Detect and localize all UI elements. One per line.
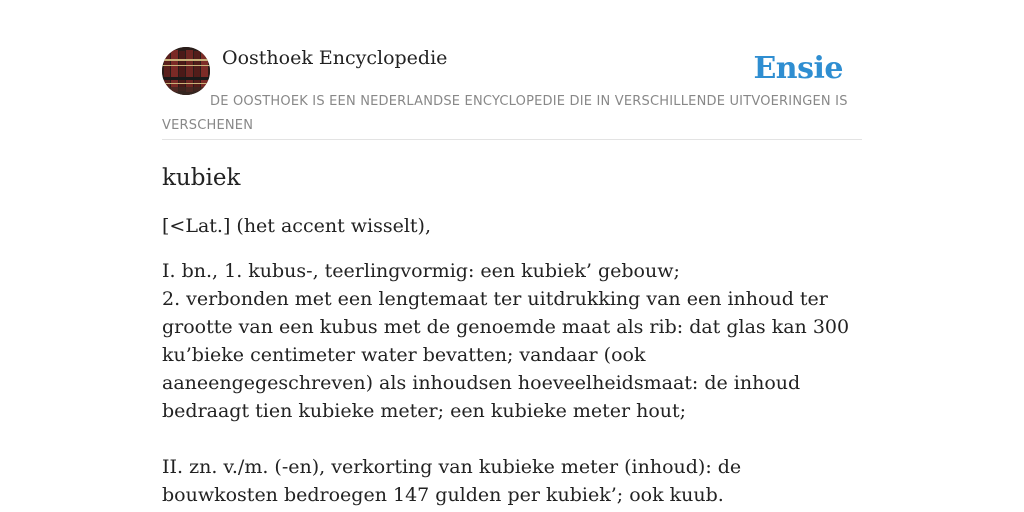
entry-etymology: [<Lat.] (het accent wisselt), xyxy=(162,215,431,237)
site-tagline: DE OOSTHOEK IS EEN NEDERLANDSE ENCYCLOPEDIE DIE IN VERSCHILLENDE UITVOERINGEN IS VERSCHENEN xyxy=(162,94,848,133)
entry-title: kubiek xyxy=(162,165,241,191)
brand-logo[interactable]: Ensie xyxy=(753,51,843,86)
entry-content xyxy=(162,160,862,509)
book-spines-icon[interactable] xyxy=(162,47,210,95)
definition-sense-2: 2. verbonden met een lengtemaat ter uitdrukking van een inhoud ter grootte van een kubus met de genoemde maat als rib: dat glas kan 300 ku’bieke centimeter water bevatten; vandaar (ook aaneengegeschreven) als inhoudsen hoeveelheidsmaat: de inhoud bedraagt tien kubieke meter; een kubieke meter hout; xyxy=(162,288,850,422)
definition-sense-noun: II. zn. v./m. (-en), verkorting van kubieke meter (inhoud): de bouwkosten bedroegen 147 gulden per kubiek’; ook kuub. xyxy=(162,456,742,506)
definition-sense-1: I. bn., 1. kubus-, teerlingvormig: een kubiek’ gebouw; xyxy=(162,260,680,282)
site-title-link[interactable]: Oosthoek Encyclopedie xyxy=(222,47,448,69)
definition-spacer xyxy=(162,425,862,453)
entry-definition xyxy=(162,257,862,509)
site-header xyxy=(162,46,862,140)
